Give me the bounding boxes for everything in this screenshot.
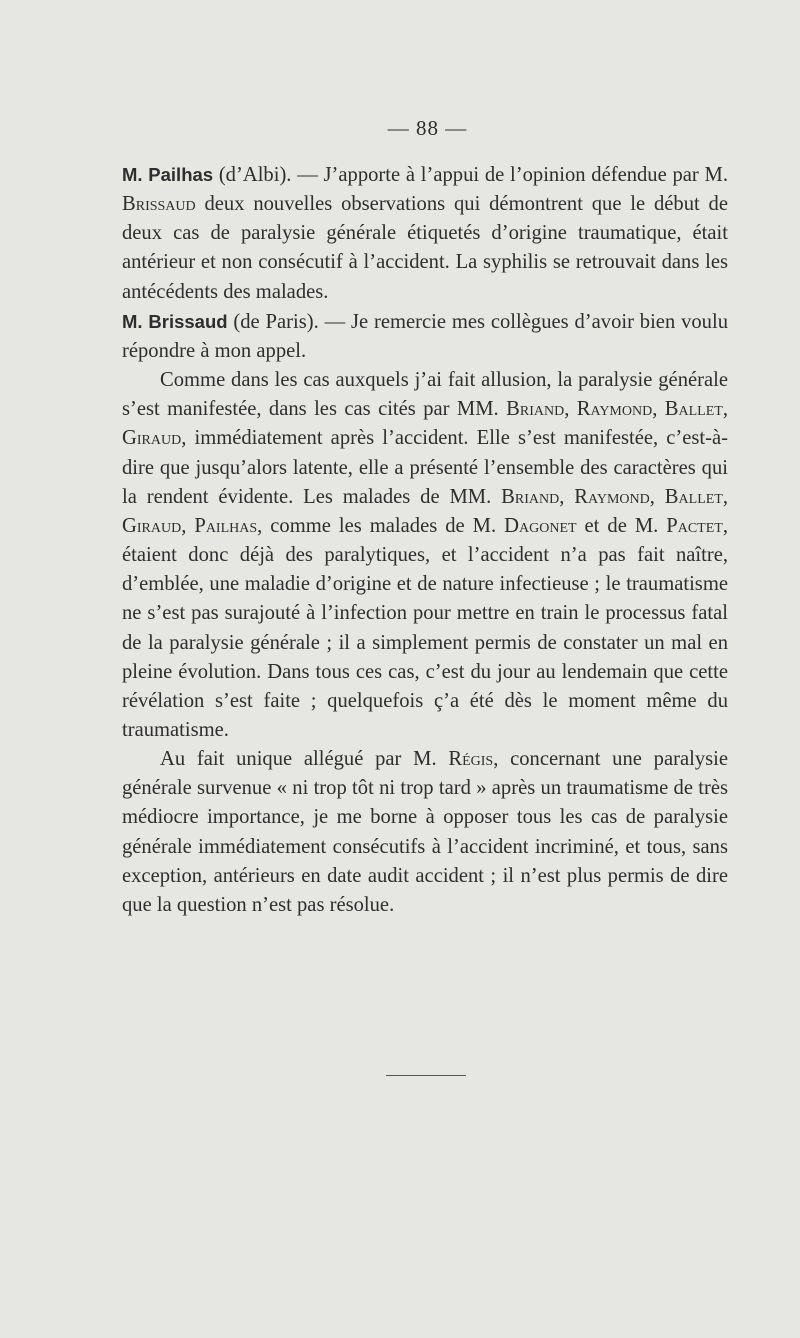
author-name: Pactet xyxy=(666,514,723,537)
paragraph-pailhas xyxy=(122,160,728,307)
text-run: Comme dans les cas auxquels j’ai fait allusion, la paralysie générale s’est manifestée, dans les cas cités par MM. xyxy=(122,369,728,421)
author-name: Régis xyxy=(448,748,494,771)
text-run: , xyxy=(652,398,665,421)
author-name: Pailhas xyxy=(194,514,258,537)
text-run: , immédiatement après l’accident. Elle s’est manifestée, c’est-à-dire que jusqu’alors latente, elle a présenté l’ensemble des caractères qui la rendent évidente. Les malades de MM. xyxy=(122,427,728,508)
text-run: deux nouvelles observations qui démontrent que le début de deux cas de paralysie générale étiquetés d’origine traumatique, était antérieur et non consécutif à l’accident. La syphilis se retrouvait dans les antécédents des malades. xyxy=(122,193,728,303)
text-run: , xyxy=(559,485,575,508)
paragraph-regis xyxy=(122,745,728,920)
author-name: Dagonet xyxy=(504,514,577,537)
text-run: (d’Albi). — J’apporte à l’appui de l’opinion défendue par M. xyxy=(213,164,728,186)
speaker-name: M. Pailhas xyxy=(122,164,214,185)
author-name: Briand xyxy=(501,485,560,508)
text-run: , comme les malades de M. xyxy=(257,514,505,537)
text-run: , xyxy=(181,514,195,537)
text-run: , xyxy=(722,398,728,421)
text-run: , concernant une paralysie générale survenue « ni trop tôt ni trop tard » après un traumatisme de très médiocre importance, je me borne à opposer tous les cas de paralysie générale immédiatement consécutifs à l’accident incriminé, et tous, sans exception, antérieurs en date audit accident ; il n’est plus permis de dire que la question n’est pas résolue. xyxy=(122,748,728,916)
author-name: Briand xyxy=(506,398,565,421)
text-run: Au fait unique allégué par M. xyxy=(160,748,449,771)
text-run: , xyxy=(649,485,665,508)
text-run: , étaient donc déjà des paralytiques, et l’accident n’a pas fait naître, d’emblée, une maladie d’origine et de nature infectieuse ; le traumatisme ne s’est pas surajouté à l’infection pour mettre en train le processus fatal de la paralysie générale ; il a simplement permis de constater un mal en pleine évolution. Dans tous ces cas, c’est du jour au lendemain que cette révélation s’est faite ; quelquefois ç’a été dès le moment même du traumatisme. xyxy=(122,514,728,741)
author-name: Ballet xyxy=(664,485,723,508)
author-name: Giraud xyxy=(122,427,182,450)
page-number: — 88 — xyxy=(387,116,468,140)
text-run: (de Paris). — Je remercie mes collègues d’avoir bien voulu répondre à mon appel. xyxy=(122,310,728,362)
text-run: et de M. xyxy=(576,514,667,537)
author-name: Brissaud xyxy=(122,193,196,216)
speaker-name: M. Brissaud xyxy=(122,310,228,332)
paragraph-brissaud xyxy=(122,307,728,366)
text-run: , xyxy=(722,485,729,508)
text-run: , xyxy=(564,398,577,421)
author-name: Raymond xyxy=(576,398,653,421)
paragraph-comme xyxy=(122,366,728,745)
author-name: Ballet xyxy=(664,398,723,421)
author-name: Giraud xyxy=(122,514,182,537)
author-name: Raymond xyxy=(574,485,650,508)
body-text xyxy=(122,160,728,920)
section-divider xyxy=(386,1075,466,1076)
